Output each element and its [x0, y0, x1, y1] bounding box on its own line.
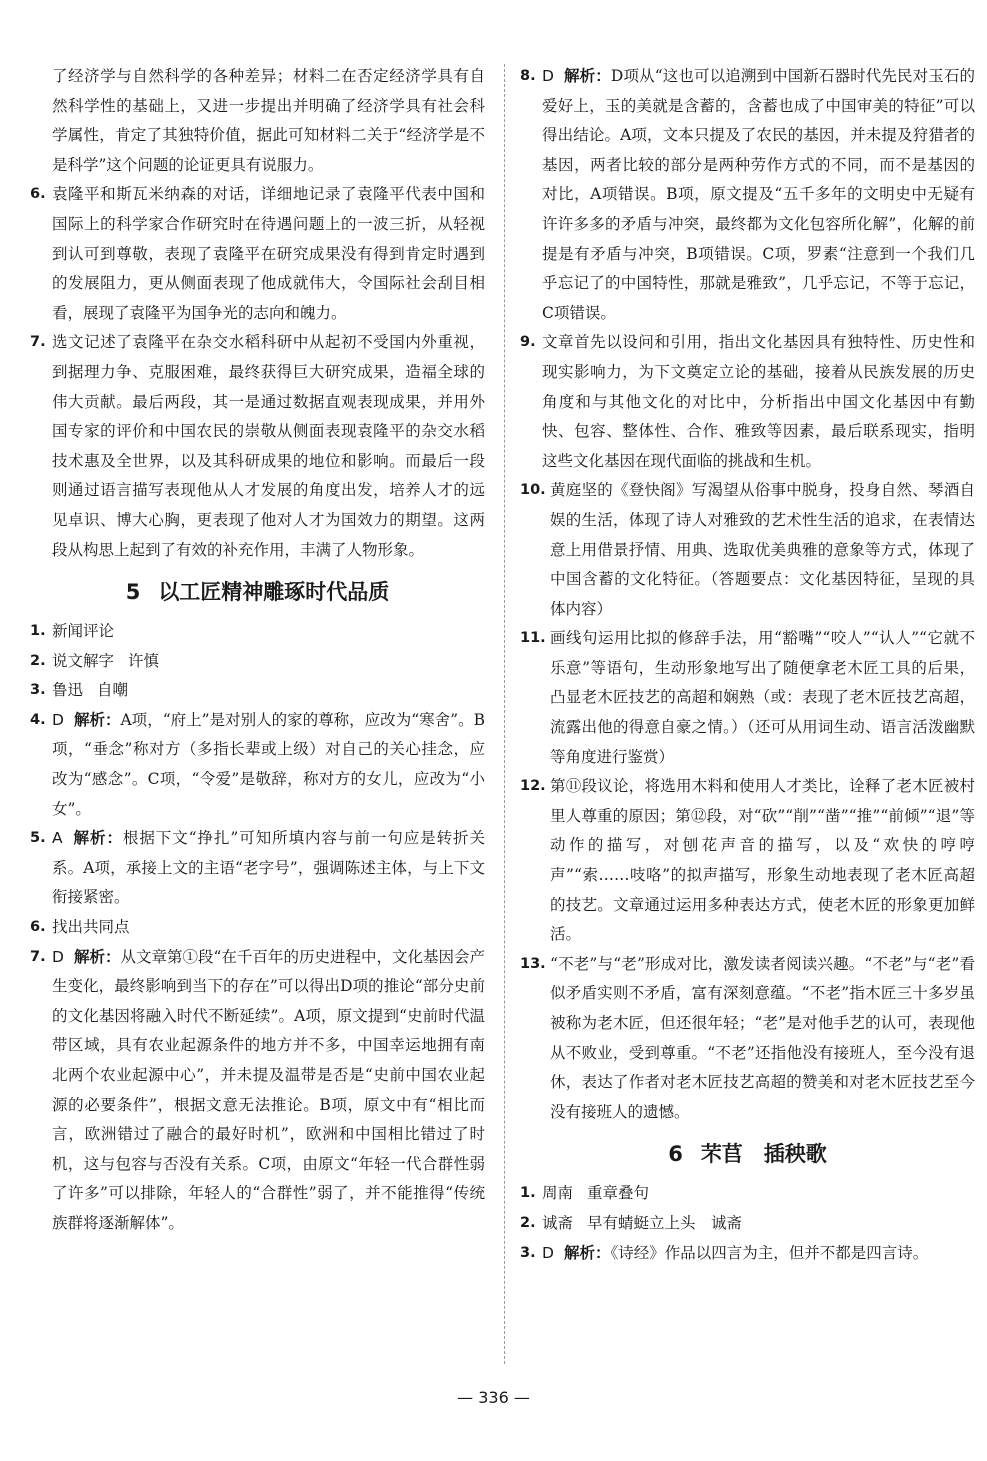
s5-answer-item-2: 2. 说文解字 许慎: [30, 651, 160, 670]
s5-answer-item-7: 7. D 解析：从文章第①段“在千百年的历史进程中，文化基因会产生变化，最终影响到当下的存在”可以得出D项的推论“部分史前的文化基因将融入时代不断延续”。A项，原文提到“史前时代温带区域，具有农业起源条件的地方并不多，中国幸运地拥有南北两个农业起源中心”，并未提及温带是否是“史前中国农业起源的必要条件”，根据文意无法推论。B项，原文中有“相比而言，欧洲错过了融合的最好时机”，欧洲和中国相比错过了时机，这与包容与否没有关系。C项，由原文“年轻一代合群性弱了许多”可以排除，年轻人的“合群性”弱了，并不能推得“传统族群将逐渐解体”。: [30, 947, 485, 1232]
section-5-title: 5 以工匠精神雕琢时代品质: [125, 580, 390, 605]
answer-item-10: 10. 黄庭坚的《登快阁》写渴望从俗事中脱身，投身自然、琴酒自娱的生活，体现了诗人对雅致的艺术性生活的追求，在表情达意上用借景抒情、用典、选取优美典雅的意象等方式，体现了中国含蓄的文化特征。（答题要点：文化基因特征，呈现的具体内容）: [520, 481, 975, 618]
page-number: — 336 —: [457, 1388, 530, 1407]
answer-item-7: 7. 选文记述了袁隆平在杂交水稻科研中从起初不受国内外重视，到据理力争、克服困难，最终获得巨大研究成果，造福全球的伟大贡献。最后两段，其一是通过数据直观表现成果，并用外国专家的评价和中国农民的崇敬从侧面表现袁隆平的杂交水稻技术惠及全世界，以及其科研成果的地位和影响。而最后一段则通过语言描写表现他从人才发展的角度出发，培养人才的远见卓识、博大心胸，更表现了他对人才为国效力的期望。这两段从构思上起到了有效的补充作用，丰满了人物形象。: [30, 333, 485, 559]
answer-item-12: 12. 第⑪段议论，将选用木料和使用人才类比，诠释了老木匠被村里人尊重的原因；第⑫段，对“砍”“削”“凿”“推”“前倾”“退”等动作的描写，对刨花声音的描写，以及“欢快的哼哼声”“索……吱咯”的拟声描写，形象生动地表现了老木匠高超的技艺。文章通过运用多种表达方式，使老木匠的形象更加鲜活。: [520, 777, 975, 944]
s5-answer-item-6: 6. 找出共同点: [30, 918, 130, 937]
s5-answer-item-1: 1. 新闻评论: [30, 622, 115, 641]
right-column: [520, 62, 975, 1268]
s5-answer-item-4: 4. D 解析：A项，“府上”是对别人的家的尊称，应改为“寒舍”。B项，“垂念”称对方（多指长辈或上级）对自己的关心挂念，应改为“感念”。C项，“令爱”是敬辞，称对方的女儿，应改为“小女”。: [30, 710, 485, 818]
answer-item-13: 13. “不老”与“老”形成对比，激发读者阅读兴趣。“不老”与“老”看似矛盾实则不矛盾，富有深刻意蕴。“不老”指木匠三十多岁虽被称为老木匠，但还很年轻；“老”是对他手艺的认可，表现他从不败业，受到尊重。“不老”还指他没有接班人，至今没有退休，表达了作者对老木匠技艺高超的赞美和对老木匠技艺至今没有接班人的遗憾。: [520, 954, 975, 1121]
section-6-title: 6 芣苢 插秧歌: [668, 1142, 827, 1167]
column-divider: [504, 64, 505, 1364]
s6-answer-item-2: 2. 诚斋 早有蜻蜓立上头 诚斋: [520, 1213, 743, 1232]
s6-answer-item-3: 3. D 解析：《诗经》作品以四言为主，但并不都是四言诗。: [520, 1243, 929, 1262]
answer-item-6: 6. 袁隆平和斯瓦米纳森的对话，详细地记录了袁隆平代表中国和国际上的科学家合作研究时在待遇问题上的一波三折，从轻视到认可到尊敬，表现了袁隆平在研究成果没有得到肯定时遇到的发展阻力，更从侧面表现了他成就伟大，令国际社会刮目相看，展现了袁隆平为国争光的志向和魄力。: [30, 185, 485, 322]
answer-item-8: 8. D 解析：D项从“这也可以追溯到中国新石器时代先民对玉石的爱好上，玉的美就是含蓄的，含蓄也成了中国审美的特征”可以得出结论。A项，文本只提及了农民的基因，并未提及狩猎者的基因，两者比较的部分是两种劳作方式的不同，而不是基因的对比，A项错误。B项，原文提及“五千多年的文明史中无疑有许许多多的矛盾与冲突，最终都为文化包容所化解”，化解的前提是有矛盾与冲突，B项错误。C项，罗素“注意到一个我们几乎忘记了的中国特性，那就是雅致”，几乎忘记，不等于忘记，C项错误。: [520, 67, 975, 322]
answer-item-11: 11. 画线句运用比拟的修辞手法，用“豁嘴”“咬人”“认人”“它就不乐意”等语句，生动形象地写出了随便拿老木匠工具的后果，凸显老木匠技艺的高超和娴熟（或：表现了老木匠技艺高超，流露出他的得意自豪之情。）（还可从用词生动、语言活泼幽默等角度进行鉴赏）: [520, 629, 975, 766]
answer-item-9: 9. 文章首先以设问和引用，指出文化基因具有独特性、历史性和现实影响力，为下文奠定立论的基础，接着从民族发展的历史角度和与其他文化的对比中，分析指出中国文化基因中有勤快、包容、整体性、合作、雅致等因素，最后联系现实，指明这些文化基因在现代面临的挑战和生机。: [520, 333, 975, 470]
s5-answer-item-5: 5. A 解析：根据下文“挣扎”可知所填内容与前一句应是转折关系。A项，承接上文的主语“老字号”，强调陈述主体，与上下文衔接紧密。: [30, 829, 485, 907]
continuation-paragraph: 了经济学与自然科学的各种差异；材料二在否定经济学具有自然科学性的基础上，又进一步提出并明确了经济学具有社会科学属性，肯定了其独特价值，据此可知材料二关于“经济学是不是科学”这个问题的论证更具有说服力。: [52, 67, 485, 174]
s6-answer-item-1: 1. 周南 重章叠句: [520, 1184, 650, 1203]
left-column: [30, 62, 485, 1239]
s5-answer-item-3: 3. 鲁迅 自嘲: [30, 681, 129, 700]
